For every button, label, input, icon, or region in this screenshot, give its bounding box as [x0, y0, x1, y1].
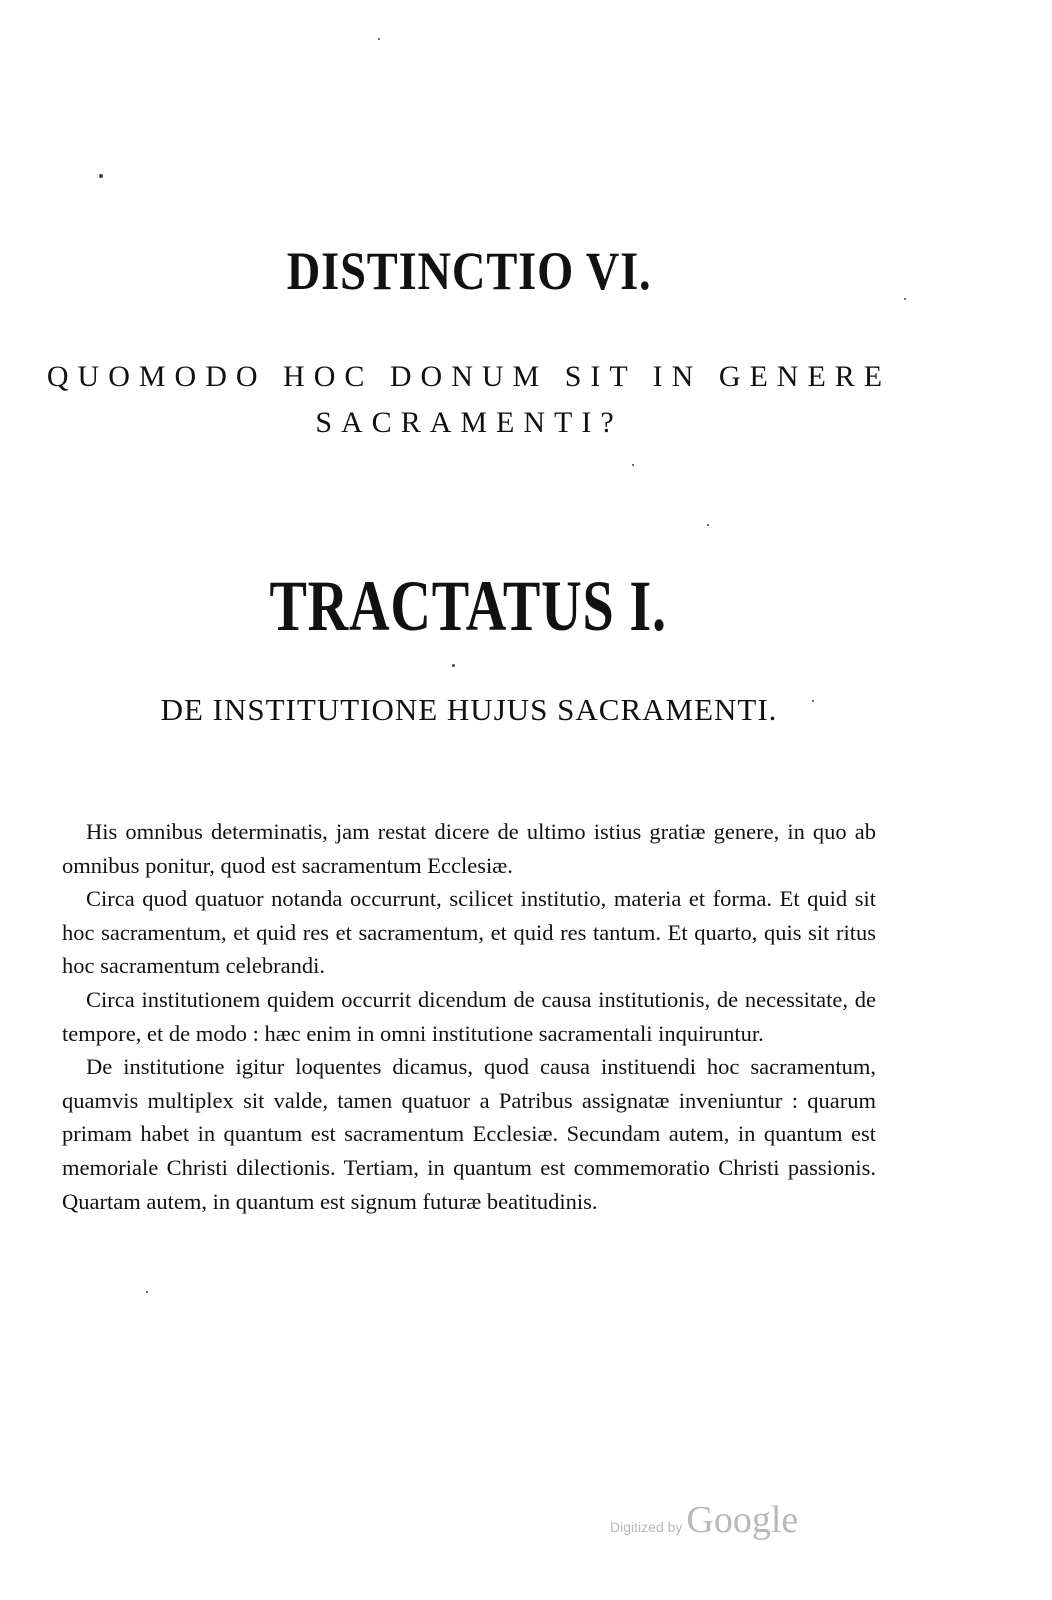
scan-speck: [378, 38, 380, 40]
scan-speck: [904, 298, 906, 300]
distinctio-heading: DISTINCTIO VI.: [286, 241, 652, 301]
google-logo: Google: [686, 1499, 799, 1541]
question-line-2: SACRAMENTI?: [315, 406, 623, 439]
tractatus-heading: TRACTATUS I.: [269, 566, 667, 646]
watermark-prefix: Digitized by: [610, 1519, 683, 1535]
paragraph-4: De institutione igitur loquentes dicamus, quod causa instituendi hoc sacramentum, quamvis multiplex sit valde, tamen quatuor a Patribus assignatæ inveniuntur : quarum primam habet in quantum est sacramentum Ecclesiæ. Secundam autem, in quantum est memoriale Christi dilectionis. Tertiam, in quantum est commemoratio Christi passionis. Quartam autem, in quantum est signum futuræ beatitudinis.: [62, 1054, 876, 1214]
digitized-by-google-watermark: [610, 1498, 850, 1548]
scan-speck: [707, 524, 709, 526]
scan-speck: [812, 700, 814, 702]
scan-speck: [99, 174, 103, 178]
paragraph-1: His omnibus determinatis, jam restat dicere de ultimo istius gratiæ genere, in quo ab omnibus ponitur, quod est sacramentum Ecclesiæ.: [62, 819, 876, 878]
scan-speck: [632, 464, 634, 466]
scan-speck: [146, 1291, 148, 1293]
scan-speck: [452, 664, 455, 667]
paragraph-2: Circa quod quatuor notanda occurrunt, scilicet institutio, materia et forma. Et quid sit hoc sacramentum, et quid res et sacramentum, et quid res tantum. Et quarto, quis sit ritus hoc sacramentum celebrandi.: [62, 886, 876, 979]
body-text: [62, 815, 876, 1218]
paragraph-3: Circa institutionem quidem occurrit dicendum de causa institutionis, de necessitate, de tempore, et de modo : hæc enim in omni institutione sacramentali inquiruntur.: [62, 986, 876, 1046]
tractatus-subtitle: DE INSTITUTIONE HUJUS SACRAMENTI.: [160, 692, 778, 727]
question-line-1: QUOMODO HOC DONUM SIT IN GENERE: [46, 360, 892, 393]
